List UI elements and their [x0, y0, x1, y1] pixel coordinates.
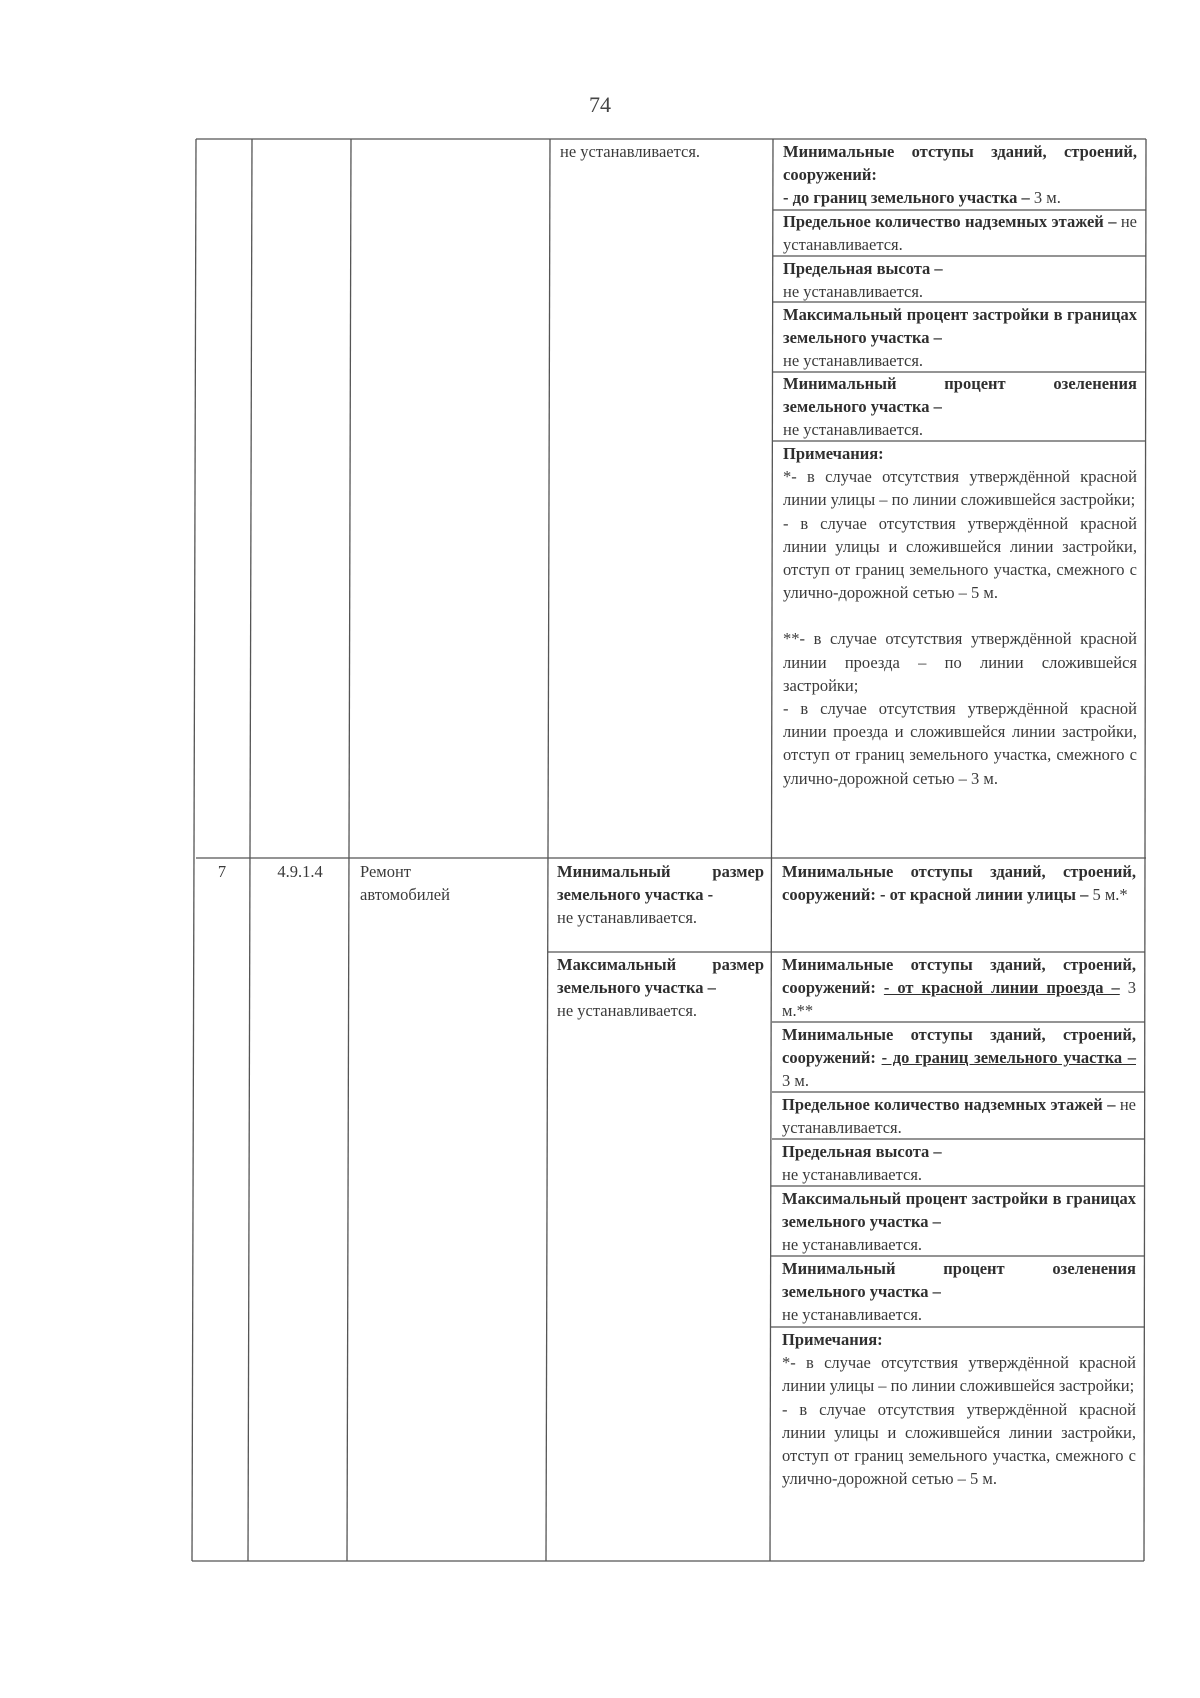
param-tail: не устанавливается. [782, 1235, 923, 1255]
param-height [783, 257, 1137, 303]
param-bold-line2: - от красной линии проезда – [883, 978, 1120, 998]
note-street-1: *- в случае отсутствия утверждённой красной линии улицы – по линии сложившейся застройки; [783, 467, 1137, 510]
row-code: 4.9.1.4 [277, 862, 323, 881]
row-name-line1: Ремонт [360, 862, 412, 881]
param-tail: не устанавливается. [783, 420, 924, 440]
row-name [360, 860, 545, 906]
param-bold: Минимальные отступы зданий, строений, сооружений: [782, 1025, 1136, 1068]
row-name-line2: автомобилей [360, 885, 450, 905]
param-bold-line2: - до границ земельного участка – [881, 1048, 1136, 1068]
min-size-cell [557, 860, 764, 930]
param-bold: Минимальный процент озеленения земельного участка – [782, 1259, 1136, 1302]
param-bold: Минимальные отступы зданий, строений, сооружений: [782, 955, 1136, 998]
note-street-1: *- в случае отсутствия утверждённой красной линии улицы – по линии сложившейся застройки; [782, 1353, 1136, 1396]
param-tail: не устанавливается. [782, 1095, 1136, 1138]
max-size-bold: Максимальный размер земельного участка – [557, 955, 764, 998]
param-tail: не устанавливается. [783, 212, 1137, 255]
param-tail: 3 м. [1029, 188, 1061, 208]
param-greening [783, 372, 1137, 442]
param-tail: не устанавливается. [782, 1305, 923, 1325]
param-floors [782, 1093, 1136, 1139]
param-tail: не устанавливается. [783, 351, 924, 371]
param-tail: не устанавливается. [782, 1165, 923, 1185]
notes-block [782, 1328, 1136, 1490]
param-bold: Предельная высота – [782, 1142, 942, 1161]
note-drive-1: **- в случае отсутствия утверждённой красной линии проезда – по линии сложившейся застройки; [783, 629, 1137, 695]
param-bold: Предельная высота – [783, 259, 943, 278]
min-size-tail: не устанавливается. [557, 908, 698, 928]
param-bold-line2: - от красной линии улицы – [880, 885, 1089, 905]
note-street-2: - в случае отсутствия утверждённой красной линии улицы и сложившейся линии застройки, отступ от границ земельного участка, смежного с улично-дорожной сетью – 5 м. [783, 513, 1137, 603]
min-size-tail: не устанавливается. [560, 142, 701, 161]
param-height [782, 1140, 1136, 1186]
param-greening [782, 1257, 1136, 1327]
param-coverage [783, 303, 1137, 373]
param-setback-border [783, 140, 1137, 210]
param-bold: Минимальный процент озеленения земельного участка – [783, 374, 1137, 417]
param-setback-street [782, 860, 1136, 906]
notes-title: Примечания: [782, 1330, 883, 1349]
max-size-cell [557, 953, 764, 1023]
param-tail: 5 м.* [1088, 885, 1128, 905]
param-tail: 3 м.** [782, 978, 1137, 1021]
param-bold: Минимальные отступы зданий, строений, сооружений: [783, 142, 1137, 185]
param-bold: Максимальный процент застройки в границах земельного участка – [782, 1189, 1136, 1232]
row-number: 7 [217, 862, 227, 881]
param-floors [783, 210, 1137, 256]
param-setback-border [782, 1023, 1136, 1093]
min-size-continuation [560, 140, 765, 163]
param-bold: Минимальные отступы зданий, строений, сооружений: [782, 862, 1136, 905]
param-bold: Предельное количество надземных этажей – [782, 1095, 1116, 1114]
param-bold: Максимальный процент застройки в границах земельного участка – [783, 305, 1137, 348]
param-tail: не устанавливается. [783, 282, 924, 302]
param-setback-drive [782, 953, 1136, 1023]
param-bold: Предельное количество надземных этажей – [783, 212, 1117, 231]
param-coverage [782, 1187, 1136, 1257]
param-bold-line2: - до границ земельного участка – [783, 188, 1030, 208]
note-street-2: - в случае отсутствия утверждённой красной линии улицы и сложившейся линии застройки, отступ от границ земельного участка, смежного с улично-дорожной сетью – 5 м. [782, 1399, 1136, 1489]
param-tail: 3 м. [782, 1071, 809, 1091]
min-size-bold: Минимальный размер земельного участка - [557, 862, 764, 905]
max-size-tail: не устанавливается. [557, 1001, 698, 1021]
notes-title: Примечания: [783, 444, 884, 463]
notes-block [783, 442, 1137, 790]
note-drive-2: - в случае отсутствия утверждённой красной линии проезда и сложившейся линии застройки, отступ от границ земельного участка, смежного с улично-дорожной сетью – 3 м. [783, 699, 1137, 788]
page-number: 74 [589, 92, 611, 117]
